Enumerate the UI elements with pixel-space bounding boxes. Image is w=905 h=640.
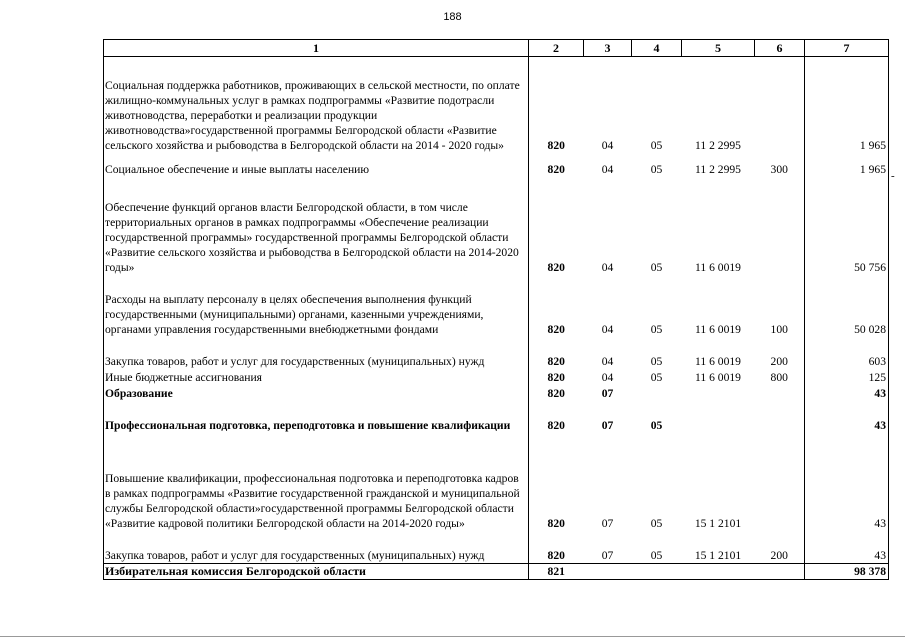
row-col-6 bbox=[755, 385, 805, 401]
row-col-2: 820 bbox=[529, 385, 584, 401]
row-col-5: 11 6 0019 bbox=[695, 355, 741, 368]
row-col-3: 07 bbox=[601, 387, 614, 400]
row-col-2: 820 bbox=[529, 531, 584, 564]
row-col-7: 43 bbox=[805, 531, 889, 564]
row-col-5: 11 2 2995 bbox=[695, 163, 741, 176]
row-col-5: 11 6 0019 bbox=[695, 261, 741, 274]
row-col-5: 11 6 0019 bbox=[695, 371, 741, 384]
row-col-3: 04 bbox=[601, 323, 614, 336]
row-col-7: 43 bbox=[805, 385, 889, 401]
row-description: Закупка товаров, работ и услуг для государственных (муниципальных) нужд bbox=[104, 531, 529, 564]
table-row bbox=[104, 385, 889, 401]
table-row bbox=[104, 177, 889, 275]
row-col-7: 1 965 bbox=[805, 153, 889, 177]
row-col-5: 11 6 0019 bbox=[695, 323, 741, 336]
row-col-2: 820 bbox=[529, 177, 584, 275]
row-col-3: 04 bbox=[601, 355, 614, 368]
row-col-7: 98 378 bbox=[805, 564, 889, 580]
table-row bbox=[104, 57, 889, 154]
table-row bbox=[104, 531, 889, 564]
header-col-2: 2 bbox=[529, 40, 584, 57]
row-col-6 bbox=[755, 564, 805, 580]
row-col-3: 04 bbox=[601, 261, 614, 274]
row-col-2: 820 bbox=[529, 433, 584, 531]
header-col-5: 5 bbox=[682, 40, 755, 57]
row-description: Повышение квалификации, профессиональная подготовка и переподготовка кадров в рамках подпрограммы «Развитие государственной гражданской и муниципальной службы Белгородской области»государственной программы Белгородской области «Развитие кадровой политики Белгородской области на 2014-2020 годы» bbox=[104, 433, 529, 531]
table-row bbox=[104, 275, 889, 337]
row-description: Иные бюджетные ассигнования bbox=[104, 369, 529, 385]
row-description: Расходы на выплату персоналу в целях обеспечения выполнения функций государственными (муниципальными) органами, казенными учреждениями, органами управления государственными внебюджетными фондами bbox=[104, 275, 529, 337]
row-col-4: 05 bbox=[650, 549, 663, 562]
row-description: Социальное обеспечение и иные выплаты населению bbox=[104, 153, 529, 177]
page-number: 188 bbox=[443, 11, 462, 23]
row-col-4 bbox=[632, 385, 682, 401]
header-row bbox=[104, 40, 889, 57]
row-col-6: 200 bbox=[770, 549, 788, 562]
row-col-5 bbox=[682, 401, 755, 433]
row-col-6 bbox=[755, 401, 805, 433]
table-row bbox=[104, 337, 889, 369]
header-col-6: 6 bbox=[755, 40, 805, 57]
row-col-4: 05 bbox=[650, 323, 663, 336]
row-description: Обеспечение функций органов власти Белгородской области, в том числе территориальных органов в рамках подпрограммы «Обеспечение реализации государственной программы» государственной программы Белгородской области «Развитие сельского хозяйства и рыбоводства в Белгородской области на 2014-2020 годы» bbox=[104, 177, 529, 275]
row-col-2: 821 bbox=[529, 564, 584, 580]
row-col-6: 100 bbox=[770, 323, 788, 336]
row-col-4: 05 bbox=[650, 517, 663, 530]
row-col-4 bbox=[632, 564, 682, 580]
row-col-4: 05 bbox=[650, 261, 663, 274]
table-row bbox=[104, 401, 889, 433]
row-col-4: 05 bbox=[650, 355, 663, 368]
row-description: Закупка товаров, работ и услуг для государственных (муниципальных) нужд bbox=[104, 337, 529, 369]
row-col-4: 05 bbox=[650, 163, 663, 176]
header-col-7: 7 bbox=[805, 40, 889, 57]
bottom-rule bbox=[0, 636, 905, 637]
row-col-5: 15 1 2101 bbox=[694, 517, 742, 530]
row-col-7: 1 965 bbox=[805, 57, 889, 154]
row-col-7: 43 bbox=[805, 433, 889, 531]
table-row bbox=[104, 433, 889, 531]
row-col-5: 11 2 2995 bbox=[695, 139, 741, 152]
row-description: Социальная поддержка работников, проживающих в сельской местности, по оплате жилищно-коммунальных услуг в рамках подпрограммы «Развитие подотрасли животноводства, переработки и реализации продукции животноводства»государственной программы Белгородской области «Развитие сельского хозяйства и рыбоводства в Белгородской области на 2014 - 2020 годы» bbox=[104, 57, 529, 154]
row-col-3: 07 bbox=[601, 517, 614, 530]
row-col-2: 820 bbox=[529, 337, 584, 369]
row-col-6 bbox=[755, 177, 805, 275]
header-col-3: 3 bbox=[584, 40, 632, 57]
header-col-4: 4 bbox=[632, 40, 682, 57]
row-col-4: 05 bbox=[650, 139, 663, 152]
row-col-3: 04 bbox=[601, 371, 614, 384]
row-col-7: 50 028 bbox=[805, 275, 889, 337]
row-col-6: 200 bbox=[770, 355, 788, 368]
row-col-2: 820 bbox=[529, 369, 584, 385]
header-col-1: 1 bbox=[104, 40, 529, 57]
row-col-2: 820 bbox=[529, 275, 584, 337]
row-description: Профессиональная подготовка, переподготовка и повышение квалификации bbox=[104, 401, 529, 433]
row-col-3 bbox=[584, 564, 632, 580]
row-col-6 bbox=[755, 57, 805, 154]
table-row bbox=[104, 153, 889, 177]
row-col-2: 820 bbox=[529, 401, 584, 433]
row-col-7: 50 756 bbox=[805, 177, 889, 275]
row-col-4: 05 bbox=[650, 419, 663, 432]
row-col-2: 820 bbox=[529, 57, 584, 154]
table-row-total bbox=[104, 564, 889, 580]
row-col-3: 07 bbox=[601, 419, 614, 432]
row-col-7: 603 bbox=[805, 337, 889, 369]
row-col-6: 800 bbox=[770, 371, 788, 384]
row-col-7: 43 bbox=[805, 401, 889, 433]
row-description: Избирательная комиссия Белгородской области bbox=[104, 564, 529, 580]
row-col-5 bbox=[682, 564, 755, 580]
row-col-3: 04 bbox=[601, 163, 614, 176]
row-description: Образование bbox=[104, 385, 529, 401]
row-col-2: 820 bbox=[529, 153, 584, 177]
row-col-3: 04 bbox=[601, 139, 614, 152]
row-col-6 bbox=[755, 433, 805, 531]
table-row bbox=[104, 369, 889, 385]
row-col-5: 15 1 2101 bbox=[694, 549, 742, 562]
row-col-7: 125 bbox=[805, 369, 889, 385]
row-col-4: 05 bbox=[650, 371, 663, 384]
margin-mark: - bbox=[891, 170, 895, 182]
row-col-6: 300 bbox=[770, 163, 788, 176]
row-col-3: 07 bbox=[601, 549, 614, 562]
row-col-5 bbox=[682, 385, 755, 401]
budget-table bbox=[103, 39, 889, 580]
